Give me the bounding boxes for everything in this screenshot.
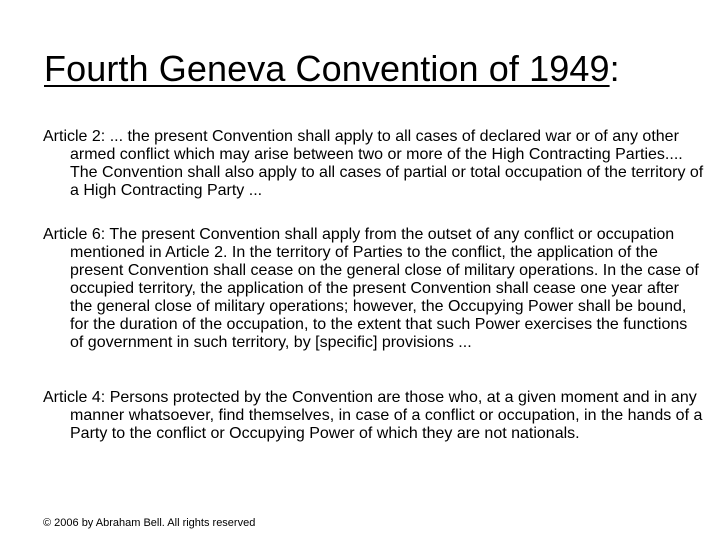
copyright-footer: © 2006 by Abraham Bell. All rights reserved (43, 517, 256, 529)
slide-title-colon: : (609, 48, 620, 89)
article-2-paragraph: Article 2: ... the present Convention shall apply to all cases of declared war or of any other armed conflict which may arise between two or more of the High Contracting Parties.... The Convention shall also apply to all cases of partial or total occupation of the territory of a High Contracting Party ... (43, 128, 704, 199)
slide-title (44, 48, 620, 90)
article-4-paragraph: Article 4: Persons protected by the Convention are those who, at a given moment and in any manner whatsoever, find themselves, in case of a conflict or occupation, in the hands of a Party to the conflict or Occupying Power of which they are not nationals. (43, 389, 703, 442)
slide-title-text: Fourth Geneva Convention of 1949 (44, 48, 610, 89)
article-6-paragraph: Article 6: The present Convention shall apply from the outset of any conflict or occupation mentioned in Article 2. In the territory of Parties to the conflict, the application of the present Convention shall cease on the general close of military operations. In the case of occupied territory, the application of the present Convention shall cease one year after the general close of military operations; however, the Occupying Power shall be bound, for the duration of the occupation, to the extent that such Power exercises the functions of government in such territory, by [specific] provisions ... (43, 226, 699, 351)
